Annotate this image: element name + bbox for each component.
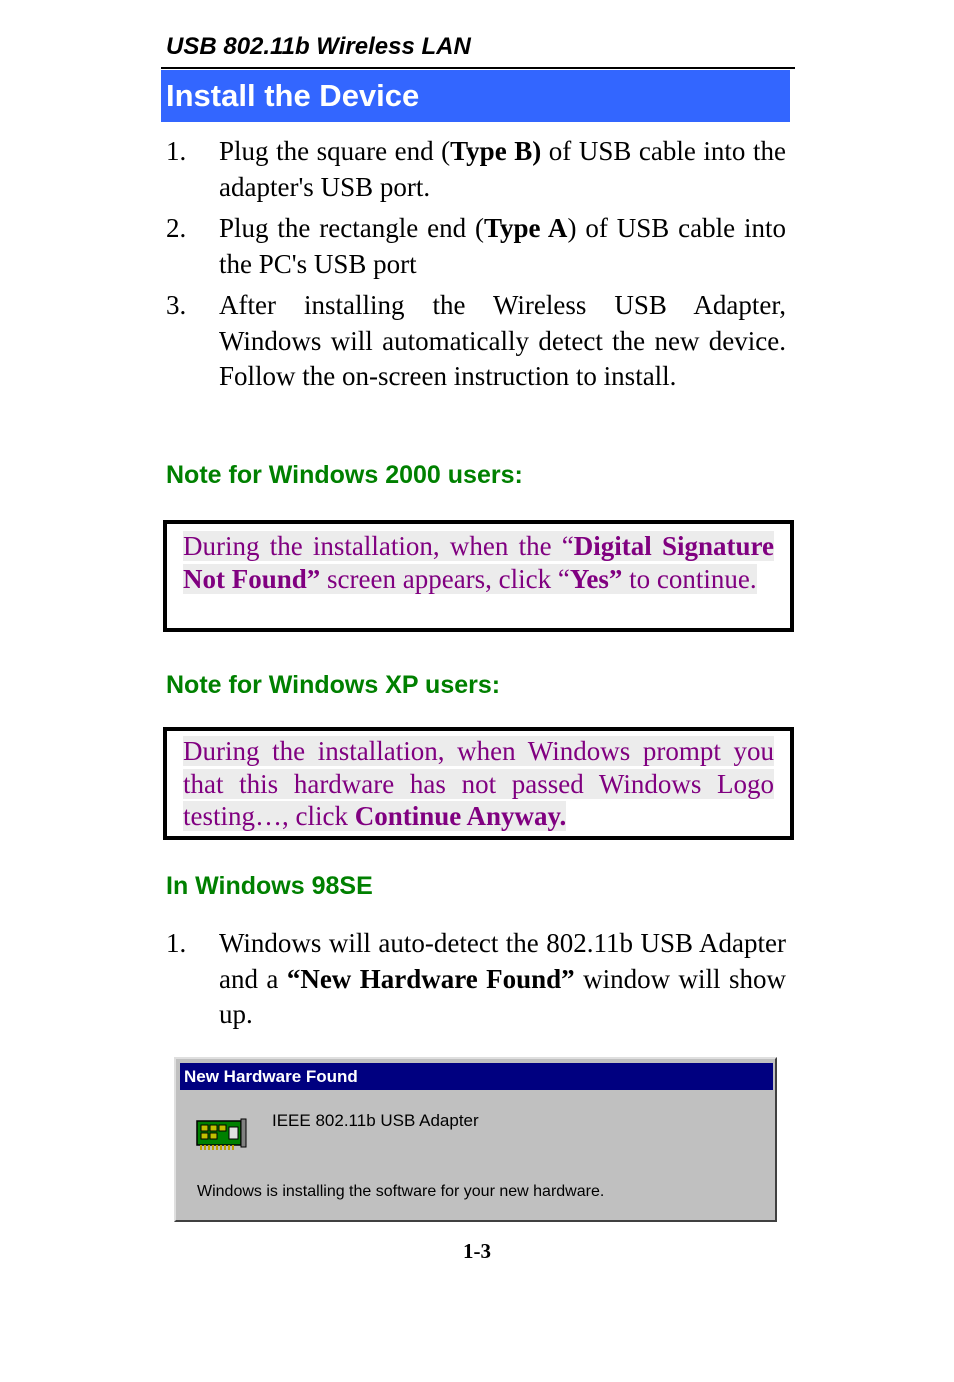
list-item bbox=[166, 134, 786, 205]
list-number: 3. bbox=[166, 290, 187, 320]
bold-text: Digital Signature Not Found” bbox=[183, 531, 774, 594]
note-2000-box bbox=[163, 520, 794, 632]
text-run: Windows will auto-detect the 802.11b USB Adapter and a bbox=[219, 928, 786, 994]
list-text bbox=[219, 288, 786, 395]
list-number: 1. bbox=[166, 928, 187, 958]
list-text bbox=[219, 134, 786, 205]
dialog-title: New Hardware Found bbox=[184, 1067, 358, 1086]
note-2000-heading: Note for Windows 2000 users: bbox=[166, 461, 523, 489]
network-card-icon bbox=[196, 1117, 248, 1156]
note-2000-text bbox=[183, 530, 774, 595]
dialog-title-bar[interactable] bbox=[180, 1063, 773, 1090]
note-2000-highlight bbox=[183, 531, 774, 594]
note-xp-heading: Note for Windows XP users: bbox=[166, 671, 501, 699]
text-run: Plug the square end ( bbox=[219, 136, 451, 166]
new-hardware-dialog bbox=[174, 1057, 777, 1222]
text-run: to continue. bbox=[622, 563, 757, 594]
header-rule bbox=[161, 67, 795, 69]
list-text bbox=[219, 211, 786, 282]
win98-steps-list bbox=[166, 926, 786, 1033]
running-header: USB 802.11b Wireless LAN bbox=[166, 33, 471, 60]
text-run: Plug the rectangle end ( bbox=[219, 213, 485, 243]
bold-text: Type B) bbox=[450, 136, 542, 166]
text-run: window will show up. bbox=[219, 963, 786, 1029]
dialog-device-name: IEEE 802.11b USB Adapter bbox=[272, 1111, 479, 1130]
bold-text: Continue Anyway. bbox=[354, 801, 567, 831]
bold-text: Yes” bbox=[569, 563, 623, 594]
bold-text: Type A bbox=[484, 213, 568, 243]
note-xp-text bbox=[183, 735, 774, 833]
text-run: During the installation, when Windows prompt you that this hardware has not passed Windows Logo testing…, click bbox=[183, 736, 774, 831]
list-number: 1. bbox=[166, 136, 187, 166]
text-run: During the installation, when the “ bbox=[183, 531, 574, 561]
page-number: 1-3 bbox=[463, 1239, 491, 1263]
section-title-bar bbox=[161, 70, 790, 122]
note-xp-box bbox=[163, 727, 794, 840]
text-run: of USB cable into the adapter's USB port. bbox=[219, 136, 786, 202]
note-xp-highlight bbox=[183, 736, 774, 831]
text-run: After installing the Wireless USB Adapter, Windows will automatically detect the new device. Follow the on-screen instruction to install. bbox=[219, 290, 786, 391]
section-title: Install the Device bbox=[166, 78, 420, 113]
list-item bbox=[166, 926, 786, 1033]
dialog-status-text: Windows is installing the software for your new hardware. bbox=[197, 1183, 605, 1200]
list-text bbox=[219, 926, 786, 1033]
win98-heading: In Windows 98SE bbox=[166, 872, 373, 900]
list-item bbox=[166, 288, 786, 395]
text-run: screen appears, click “ bbox=[320, 563, 570, 594]
bold-text: “New Hardware Found” bbox=[286, 963, 575, 994]
list-number: 2. bbox=[166, 213, 187, 243]
text-run: ) of USB cable into the PC's USB port bbox=[219, 213, 786, 279]
install-steps-list bbox=[166, 134, 786, 395]
list-item bbox=[166, 211, 786, 282]
